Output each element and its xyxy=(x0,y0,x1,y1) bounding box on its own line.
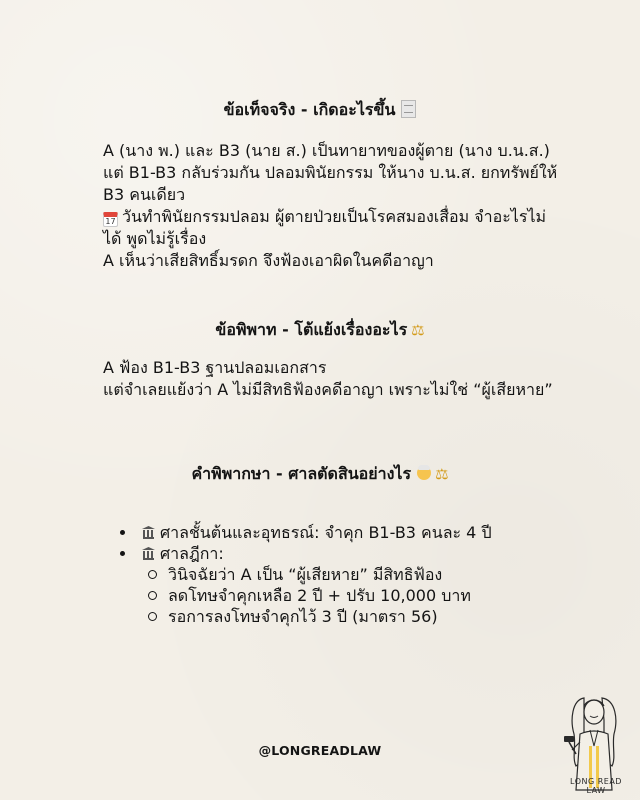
social-handle: @LONGREADLAW xyxy=(258,743,382,758)
verdict-item xyxy=(120,522,560,543)
scales-icon: ⚖ xyxy=(411,321,425,339)
verdict-item-text: ศาลฎีกา: xyxy=(160,544,224,563)
facts-body xyxy=(103,140,563,272)
bullet-dot xyxy=(120,551,125,556)
courthouse-icon xyxy=(142,526,155,539)
verdict-subitem-text: วินิจฉัยว่า A เป็น “ผู้เสียหาย” มีสิทธิฟ้อง xyxy=(168,565,443,584)
facts-line-3-text: วันทำพินัยกรรมปลอม ผู้ตายป่วยเป็นโรคสมองเสื่อม จำอะไรไม่ได้ พูดไม่รู้เรื่อง xyxy=(103,207,547,248)
facts-heading xyxy=(0,98,640,123)
bullet-circle xyxy=(148,612,157,621)
verdict-item xyxy=(120,543,560,564)
verdict-subitem-text: รอการลงโทษจำคุกไว้ 3 ปี (มาตรา 56) xyxy=(168,607,438,626)
verdict-heading xyxy=(0,462,640,487)
logo-line-2: LAW xyxy=(586,786,606,795)
verdict-heading-text: คำพิพากษา - ศาลตัดสินอย่างไร xyxy=(191,464,412,483)
dispute-heading-text: ข้อพิพาท - โต้แย้งเรื่องอะไร xyxy=(215,320,408,339)
verdict-subitem xyxy=(120,585,560,606)
courthouse-icon xyxy=(142,547,155,560)
document-icon xyxy=(401,100,416,118)
facts-line-3 xyxy=(103,206,563,250)
bullet-circle xyxy=(148,570,157,579)
verdict-item-text: ศาลชั้นต้นและอุทธรณ์: จำคุก B1-B3 คนละ 4 ปี xyxy=(160,523,492,542)
verdict-subitem xyxy=(120,606,560,627)
dispute-heading xyxy=(0,318,640,343)
facts-heading-text: ข้อเท็จจริง - เกิดอะไรขึ้น xyxy=(223,100,396,119)
verdict-subitem xyxy=(120,564,560,585)
facts-line-1: A (นาง พ.) และ B3 (นาย ส.) เป็นทายาทของผู้ตาย (นาง บ.น.ส.) xyxy=(103,141,550,160)
judge-icon xyxy=(417,466,431,480)
facts-line-4: A เห็นว่าเสียสิทธิ์มรดก จึงฟ้องเอาผิดในคดีอาญา xyxy=(103,251,434,270)
dispute-line-2: แต่จำเลยแย้งว่า A ไม่มีสิทธิฟ้องคดีอาญา เพราะไม่ใช่ “ผู้เสียหาย” xyxy=(103,380,553,399)
bullet-dot xyxy=(120,530,125,535)
verdict-list xyxy=(120,522,560,627)
logo-line-1: LONG READ xyxy=(570,777,622,786)
verdict-subitem-text: ลดโทษจำคุกเหลือ 2 ปี + ปรับ 10,000 บาท xyxy=(168,586,471,605)
scales-icon: ⚖ xyxy=(435,465,449,483)
calendar-icon: 17 xyxy=(103,212,118,227)
bullet-circle xyxy=(148,591,157,600)
dispute-line-1: A ฟ้อง B1-B3 ฐานปลอมเอกสาร xyxy=(103,358,327,377)
dispute-body xyxy=(103,357,563,401)
facts-line-2: แต่ B1-B3 กลับร่วมกัน ปลอมพินัยกรรม ให้นาง บ.น.ส. ยกทรัพย์ให้ B3 คนเดียว xyxy=(103,163,558,204)
logo-text xyxy=(558,777,634,795)
